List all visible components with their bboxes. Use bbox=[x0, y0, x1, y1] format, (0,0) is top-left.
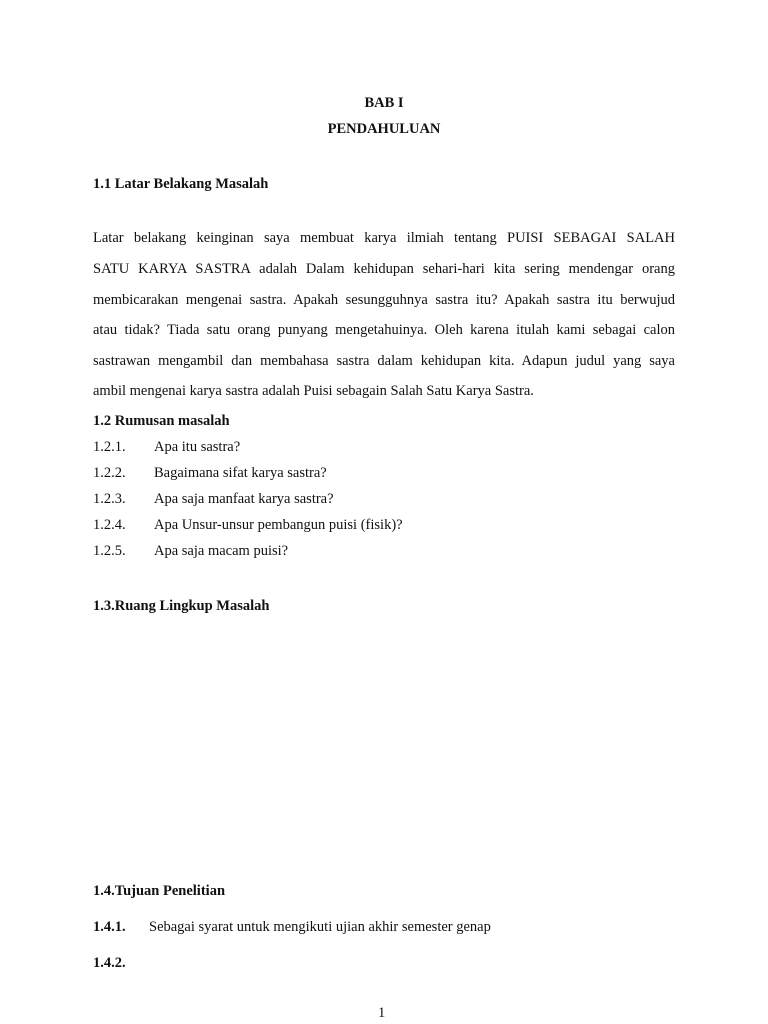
list-number: 1.2.1. bbox=[93, 439, 126, 455]
paragraph-line: sastrawan mengambil dan membahasa sastra dalam kehidupan kita. Adapun judul yang saya bbox=[93, 353, 675, 369]
list-number: 1.4.2. bbox=[93, 955, 126, 971]
list-number: 1.2.5. bbox=[93, 543, 126, 559]
list-item bbox=[93, 438, 240, 456]
list-text: Apa saja macam puisi? bbox=[154, 543, 289, 559]
list-item bbox=[93, 490, 334, 508]
list-number: 1.2.2. bbox=[93, 465, 126, 481]
list-item bbox=[93, 918, 491, 936]
list-number: 1.2.3. bbox=[93, 491, 126, 507]
paragraph-line: SATU KARYA SASTRA adalah Dalam kehidupan sehari-hari kita sering mendengar orang bbox=[93, 261, 675, 277]
list-item bbox=[93, 542, 288, 560]
chapter-label: BAB I bbox=[364, 95, 404, 111]
list-number: 1.4.1. bbox=[93, 919, 126, 935]
list-text: Apa itu sastra? bbox=[154, 439, 241, 455]
list-text: Sebagai syarat untuk mengikuti ujian akhir semester genap bbox=[149, 919, 491, 935]
list-item bbox=[93, 464, 327, 482]
list-text: Bagaimana sifat karya sastra? bbox=[154, 465, 327, 481]
chapter-title: PENDAHULUAN bbox=[327, 121, 441, 137]
section-heading-1-2: 1.2 Rumusan masalah bbox=[93, 413, 230, 429]
list-number: 1.2.4. bbox=[93, 517, 126, 533]
section-heading-1-4: 1.4.Tujuan Penelitian bbox=[93, 883, 226, 899]
paragraph-line: Latar belakang keinginan saya membuat karya ilmiah tentang PUISI SEBAGAI SALAH bbox=[93, 230, 675, 246]
list-text: Apa saja manfaat karya sastra? bbox=[154, 491, 334, 507]
page-number: 1 bbox=[378, 1005, 386, 1021]
paragraph-line: ambil mengenai karya sastra adalah Puisi sebagain Salah Satu Karya Sastra. bbox=[93, 383, 534, 399]
section-heading-1-1: 1.1 Latar Belakang Masalah bbox=[93, 176, 269, 192]
section-heading-1-3: 1.3.Ruang Lingkup Masalah bbox=[93, 598, 270, 614]
list-item bbox=[93, 954, 149, 972]
list-text: Apa Unsur-unsur pembangun puisi (fisik)? bbox=[154, 517, 403, 533]
paragraph-line: membicarakan mengenai sastra. Apakah sesungguhnya sastra itu? Apakah sastra itu berwujud bbox=[93, 292, 675, 308]
paragraph-line: atau tidak? Tiada satu orang punyang mengetahuinya. Oleh karena itulah kami sebagai calon bbox=[93, 322, 675, 338]
list-item bbox=[93, 516, 403, 534]
